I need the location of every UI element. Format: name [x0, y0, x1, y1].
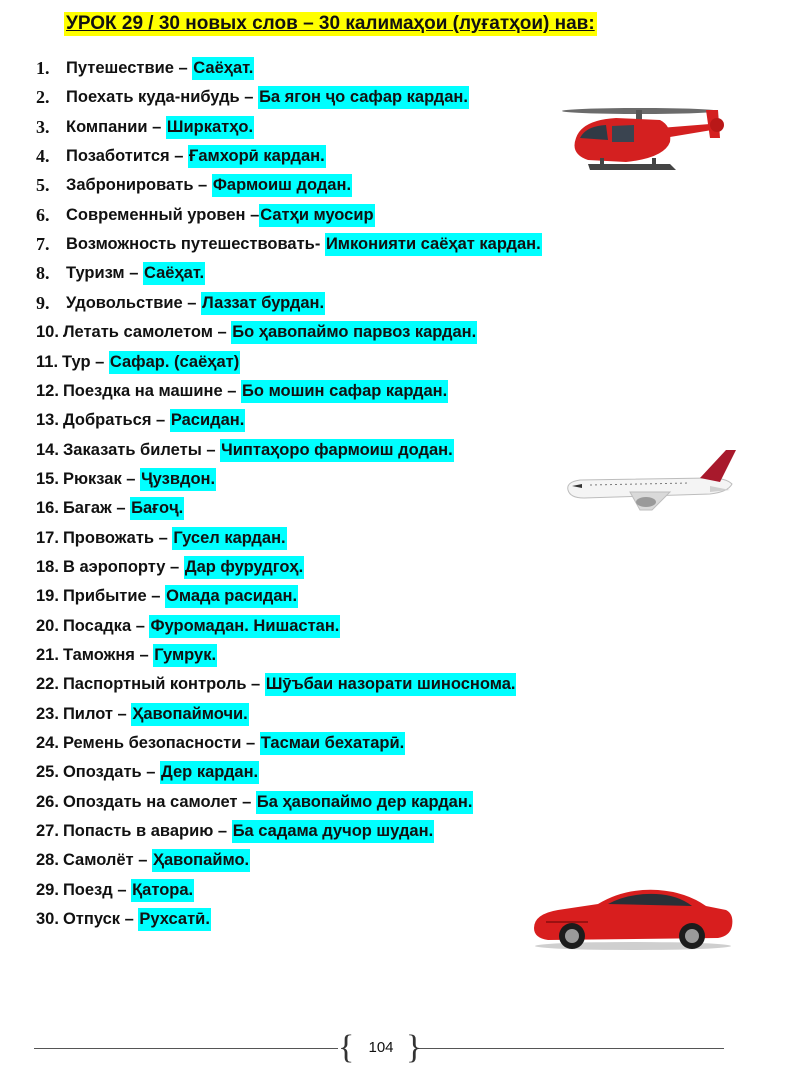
item-number: 3. — [36, 117, 50, 137]
separator-dash: – — [151, 411, 170, 429]
tajik-translation: Сатҳи муосир — [259, 204, 374, 227]
russian-word: Провожать — [62, 529, 155, 547]
tajik-translation: Бағоҷ. — [130, 497, 184, 520]
tajik-translation: Расидан. — [170, 409, 246, 432]
vocab-item — [36, 673, 516, 696]
tajik-translation: Дар фурудгоҳ. — [184, 556, 304, 579]
vocab-item — [36, 644, 217, 667]
vocab-item — [36, 86, 469, 109]
item-number: 10. — [36, 323, 59, 341]
tajik-translation: Бо мошин сафар кардан. — [241, 380, 448, 403]
item-number: 14. — [36, 441, 59, 459]
russian-word: Самолёт — [62, 851, 134, 869]
item-number: 2. — [36, 87, 50, 107]
item-number: 1. — [36, 58, 50, 78]
item-number: 21. — [36, 646, 59, 664]
item-number: 19. — [36, 587, 59, 605]
car-body — [534, 890, 732, 950]
russian-word: Тур — [62, 353, 91, 371]
vocab-item — [36, 791, 473, 814]
item-number: 16. — [36, 499, 59, 517]
tajik-translation: Ба садама дучор шудан. — [232, 820, 434, 843]
separator-dash: – — [222, 382, 242, 400]
vocab-item — [36, 761, 259, 784]
tajik-translation: Ширкатҳо. — [166, 116, 254, 139]
russian-word: Путешествие — [66, 59, 174, 77]
russian-word: Поездка на машине — [62, 382, 223, 400]
russian-word: Удовольствие — [66, 294, 183, 312]
separator-dash: – — [239, 88, 259, 106]
vocab-item — [36, 849, 250, 872]
airplane-image — [560, 446, 740, 518]
tajik-translation: Саёҳат. — [192, 57, 254, 80]
tajik-translation: Ба ягон ҷо сафар кардан. — [258, 86, 469, 109]
tajik-translation: Ҷузвдон. — [140, 468, 216, 491]
item-number: 13. — [36, 411, 59, 429]
separator-dash: – — [131, 617, 150, 635]
russian-word: Попасть в аварию — [62, 822, 214, 840]
russian-word: Опоздать — [62, 763, 142, 781]
vocab-item — [36, 732, 405, 755]
separator-dash: – — [112, 881, 132, 899]
russian-word: Летать самолетом — [62, 323, 213, 341]
separator-dash: – — [141, 763, 161, 781]
vocab-item — [36, 321, 477, 344]
item-number: 20. — [36, 617, 59, 635]
item-number: 8. — [36, 263, 50, 283]
item-number: 24. — [36, 734, 59, 752]
item-number: 17. — [36, 529, 59, 547]
russian-word: Таможня — [62, 646, 135, 664]
separator-dash: – — [193, 176, 212, 194]
vocab-item — [36, 468, 216, 491]
vocab-item — [36, 204, 375, 227]
separator-dash: – — [246, 675, 265, 693]
car-image — [528, 880, 738, 952]
russian-word: Заказать билеты — [62, 441, 202, 459]
russian-word: Добраться — [62, 411, 152, 429]
footer-brace-left: { — [338, 1029, 355, 1066]
russian-word: Отпуск — [62, 910, 121, 928]
item-number: 15. — [36, 470, 59, 488]
separator-dash: – — [147, 118, 166, 136]
separator-dash: – — [182, 294, 202, 312]
separator-dash: – — [212, 323, 232, 341]
vocab-item — [36, 585, 298, 608]
separator-dash: – — [241, 734, 260, 752]
airplane-body — [568, 450, 736, 510]
russian-word: Компании — [66, 118, 148, 136]
footer-line-right — [418, 1048, 724, 1049]
item-number: 7. — [36, 234, 50, 254]
tajik-translation: Бо ҳавопаймо парвоз кардан. — [231, 321, 477, 344]
item-number: 26. — [36, 793, 59, 811]
item-number: 25. — [36, 763, 59, 781]
separator-dash: – — [154, 529, 173, 547]
tajik-translation: Ҳавопаймо. — [152, 849, 250, 872]
separator-dash: – — [165, 558, 184, 576]
page-number: 104 — [368, 1039, 394, 1056]
item-number: 18. — [36, 558, 59, 576]
tajik-translation: Ҳавопаймочи. — [131, 703, 248, 726]
tajik-translation: Омада расидан. — [165, 585, 298, 608]
item-number: 12. — [36, 382, 59, 400]
tajik-translation: Ба ҳавопаймо дер кардан. — [256, 791, 474, 814]
item-number: 5. — [36, 175, 50, 195]
tajik-translation: Гусел кардан. — [172, 527, 286, 550]
vocab-item — [36, 174, 352, 197]
russian-word: Посадка — [62, 617, 132, 635]
tajik-translation: Саёҳат. — [143, 262, 205, 285]
separator-dash: - — [314, 235, 325, 253]
tajik-translation: Ғамхорӣ кардан. — [188, 145, 326, 168]
tajik-translation: Имконияти саёҳат кардан. — [325, 233, 542, 256]
item-number: 11. — [36, 353, 59, 371]
tajik-translation: Тасмаи бехатарӣ. — [260, 732, 405, 755]
footer-brace-right: } — [406, 1029, 423, 1066]
vocab-item — [36, 57, 254, 80]
russian-word: Забронировать — [66, 176, 194, 194]
vocab-item — [36, 351, 240, 374]
separator-dash: – — [173, 59, 193, 77]
vocab-item — [36, 409, 245, 432]
russian-word: Ремень безопасности — [62, 734, 242, 752]
separator-dash: – — [245, 206, 260, 224]
russian-word: Багаж — [62, 499, 112, 517]
tajik-translation: Чиптаҳоро фармоиш додан. — [220, 439, 454, 462]
separator-dash: – — [111, 499, 131, 517]
vocab-item — [36, 439, 454, 462]
separator-dash: – — [201, 441, 221, 459]
item-number: 6. — [36, 205, 50, 225]
item-number: 27. — [36, 822, 59, 840]
tajik-translation: Дер кардан. — [160, 761, 259, 784]
tajik-translation: Лаззат бурдан. — [201, 292, 325, 315]
tajik-translation: Сафар. (саёҳат) — [109, 351, 240, 374]
separator-dash: – — [134, 646, 154, 664]
russian-word: Туризм — [66, 264, 125, 282]
separator-dash: – — [213, 822, 232, 840]
vocab-item — [36, 908, 211, 931]
vocab-item — [36, 879, 194, 902]
vocab-item — [36, 233, 542, 256]
item-number: 4. — [36, 146, 50, 166]
russian-word: В аэропорту — [62, 558, 166, 576]
vocab-item — [36, 292, 325, 315]
tajik-translation: Гумрук. — [153, 644, 217, 667]
vocab-item — [36, 497, 184, 520]
item-number: 23. — [36, 705, 59, 723]
vocab-item — [36, 262, 205, 285]
separator-dash: – — [133, 851, 152, 869]
lesson-title: УРОК 29 / 30 новых слов – 30 калимаҳои (луғатҳои) нав: — [66, 13, 595, 34]
russian-word: Опоздать на самолет — [62, 793, 238, 811]
vocab-item — [36, 527, 287, 550]
vocab-item — [36, 615, 340, 638]
separator-dash: – — [112, 705, 132, 723]
russian-word: Прибытие — [62, 587, 147, 605]
separator-dash: – — [121, 470, 141, 488]
item-number: 22. — [36, 675, 59, 693]
separator-dash: – — [169, 147, 188, 165]
vocab-item — [36, 703, 249, 726]
vocab-item — [36, 145, 326, 168]
vocab-item — [36, 380, 448, 403]
item-number: 29. — [36, 881, 59, 899]
russian-word: Поезд — [62, 881, 113, 899]
item-number: 30. — [36, 910, 59, 928]
helicopter-image — [560, 98, 730, 184]
tajik-translation: Фармоиш додан. — [212, 174, 352, 197]
item-number: 9. — [36, 293, 50, 313]
russian-word: Пилот — [62, 705, 113, 723]
tajik-translation: Рухсатӣ. — [138, 908, 211, 931]
separator-dash: – — [90, 353, 109, 371]
russian-word: Паспортный контроль — [62, 675, 247, 693]
russian-word: Возможность путешествовать — [66, 235, 315, 253]
tajik-translation: Шӯъбаи назорати шиноснома. — [265, 673, 517, 696]
tajik-translation: Фуромадан. Нишастан. — [149, 615, 340, 638]
russian-word: Современный уровен — [66, 206, 246, 224]
vocab-item — [36, 116, 254, 139]
helicopter-body — [575, 110, 725, 170]
vocab-item — [36, 820, 434, 843]
separator-dash: – — [146, 587, 166, 605]
separator-dash: – — [124, 264, 143, 282]
separator-dash: – — [120, 910, 139, 928]
item-number: 28. — [36, 851, 59, 869]
separator-dash: – — [237, 793, 256, 811]
tajik-translation: Қатора. — [131, 879, 194, 902]
russian-word: Поехать куда-нибудь — [66, 88, 240, 106]
vocab-item — [36, 556, 304, 579]
footer-line-left — [34, 1048, 338, 1049]
russian-word: Рюкзак — [62, 470, 122, 488]
russian-word: Позаботится — [66, 147, 170, 165]
